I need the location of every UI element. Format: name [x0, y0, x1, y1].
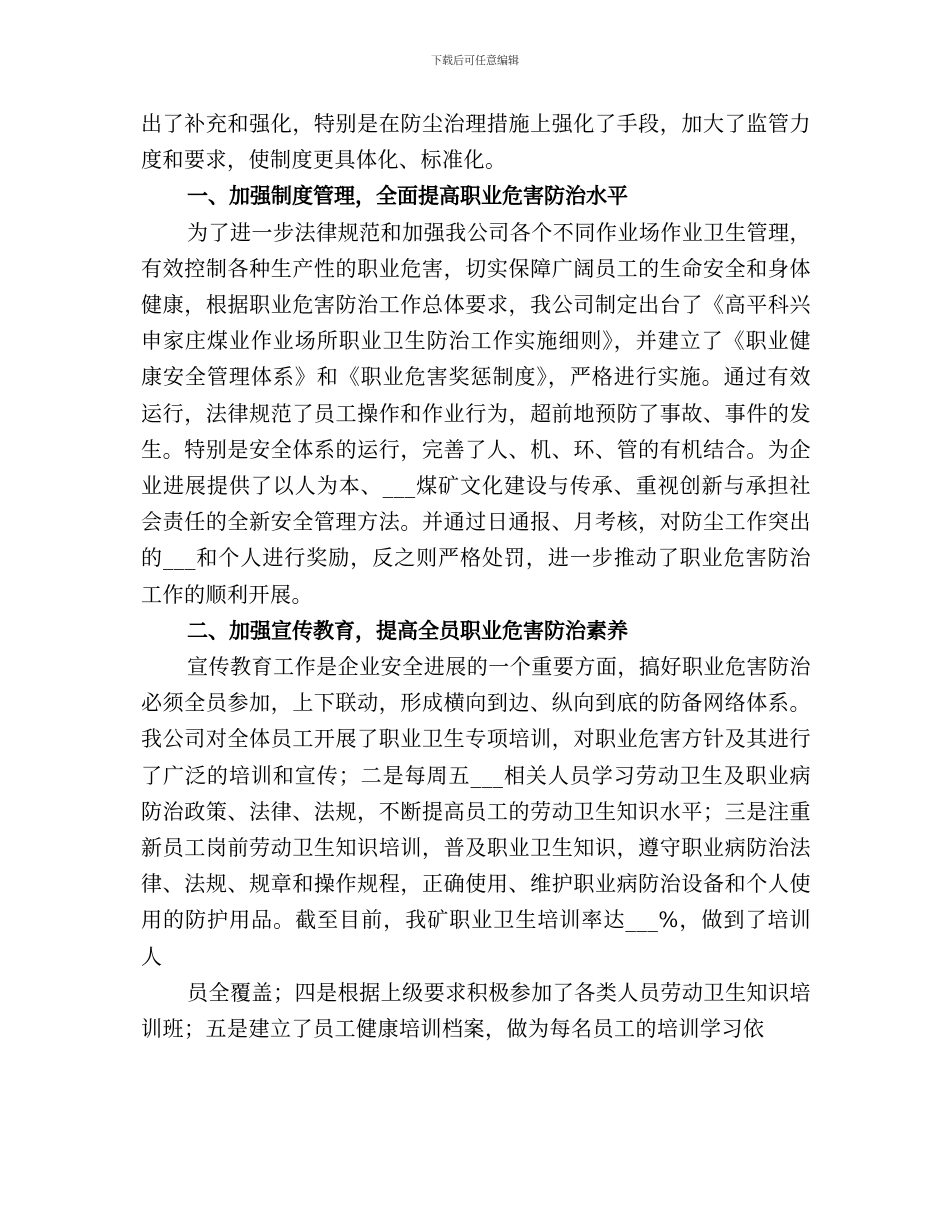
- section-heading-2: 二、加强宣传教育，提高全员职业危害防治素养: [187, 618, 628, 643]
- paragraph-section-1: 为了进一步法律规范和加强我公司各个不同作业场作业卫生管理，有效控制各种生产性的职业危害，切实保障广阔员工的生命安全和身体健康，根据职业危害防治工作总体要求，我公司制定出台了《高平科兴申家庄煤业作业场所职业卫生防治工作实施细则》，并建立了《职业健康安全管理体系》和《职业危害奖惩制度》，严格进行实施。通过有效运行，法律规范了员工操作和作业行为，超前地预防了事故、事件的发生。特别是安全体系的运行，完善了人、机、环、管的有机结合。为企业进展提供了以人为本、___煤矿文化建设与传承、重视创新与承担社会责任的全新安全管理方法。并通过日通报、月考核，对防尘工作突出的___和个人进行奖励，反之则严格处罚，进一步推动了职业危害防治工作的顺利开展。: [141, 220, 811, 607]
- page-header-note: 下载后可任意编辑: [431, 54, 519, 67]
- document-body: [141, 106, 811, 1047]
- paragraph-section-2-continued: 员全覆盖；四是根据上级要求积极参加了各类人员劳动卫生知识培训班；五是建立了员工健康培训档案，做为每名员工的培训学习依: [141, 980, 811, 1042]
- section-heading-1: 一、加强制度管理，全面提高职业危害防治水平: [187, 184, 628, 209]
- paragraph-section-2: 宣传教育工作是企业安全进展的一个重要方面，搞好职业危害防治必须全员参加，上下联动，形成横向到边、纵向到底的防备网络体系。我公司对全体员工开展了职业卫生专项培训，对职业危害方针及其进行了广泛的培训和宣传；二是每周五___相关人员学习劳动卫生及职业病防治政策、法律、法规，不断提高员工的劳动卫生知识水平；三是注重新员工岗前劳动卫生知识培训，普及职业卫生知识，遵守职业病防治法律、法规、规章和操作规程，正确使用、维护职业病防治设备和个人使用的防护用品。截至目前，我矿职业卫生培训率达___%，做到了培训人: [141, 655, 811, 969]
- paragraph-intro: 出了补充和强化，特别是在防尘治理措施上强化了手段，加大了监管力度和要求，使制度更具体化、标准化。: [141, 112, 811, 173]
